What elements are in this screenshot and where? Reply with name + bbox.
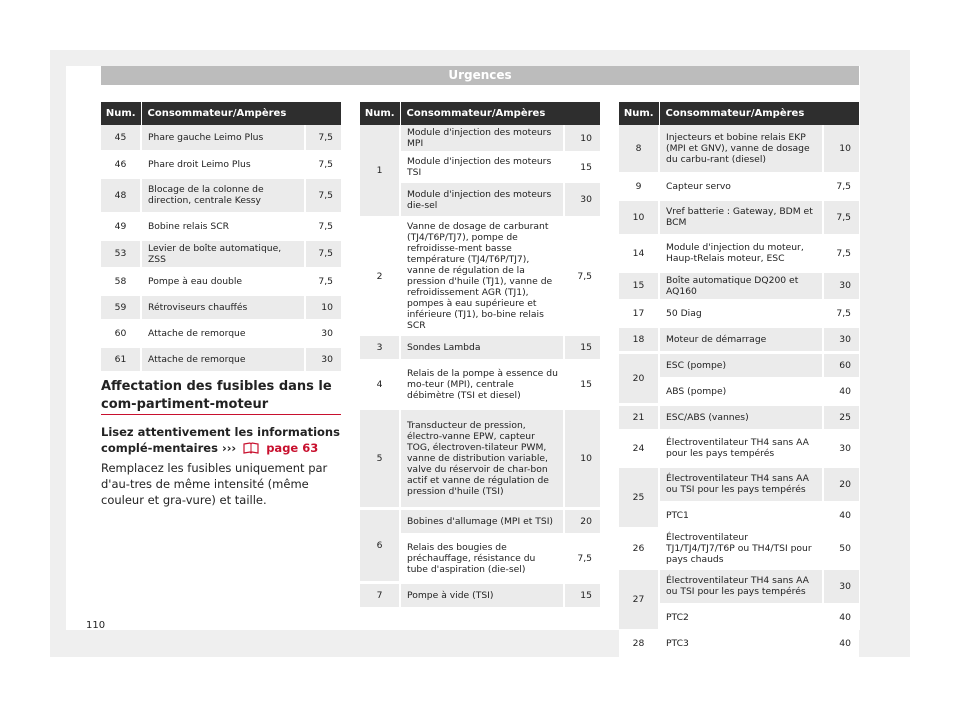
page-header: Urgences	[101, 66, 859, 85]
fuse-number: 46	[101, 151, 141, 177]
fuse-number: 58	[101, 268, 141, 294]
note-arrows: ›››	[221, 441, 237, 455]
fuse-number: 60	[101, 320, 141, 346]
fuse-amperage: 10	[305, 294, 341, 320]
fuse-amperage: 30	[823, 430, 859, 466]
fuse-amperage: 10	[823, 125, 859, 173]
table-row	[101, 268, 341, 294]
fuse-amperage: 30	[305, 320, 341, 346]
fuse-consumer: Attache de remorque	[141, 346, 305, 372]
fuse-amperage: 40	[823, 604, 859, 630]
fuse-amperage: 7,5	[305, 177, 341, 213]
fuse-consumer: Sondes Lambda	[400, 335, 564, 361]
table-row	[619, 404, 859, 430]
fuse-table-2	[360, 102, 600, 610]
fuse-amperage: 7,5	[823, 235, 859, 271]
fuse-amperage: 7,5	[305, 151, 341, 177]
fuse-number: 17	[619, 300, 659, 326]
fuse-number: 45	[101, 125, 141, 151]
fuse-amperage: 15	[564, 153, 600, 182]
table-row	[619, 173, 859, 199]
table-row	[101, 320, 341, 346]
fuse-consumer: Module d'injection des moteurs MPI	[400, 125, 564, 153]
fuse-amperage: 15	[564, 583, 600, 609]
fuse-amperage: 7,5	[305, 268, 341, 294]
fuse-consumer: Levier de boîte automatique, ZSS	[141, 239, 305, 268]
table-row	[619, 528, 859, 568]
table-row	[619, 300, 859, 326]
fuse-number: 48	[101, 177, 141, 213]
fuse-amperage: 60	[823, 352, 859, 378]
fuse-number: 14	[619, 235, 659, 271]
col-header-consumer: Consommateur/Ampères	[141, 102, 341, 125]
fuse-consumer: Vanne de dosage de carburant (TJ4/T6P/TJ7), pompe de refroidisse-ment basse température (TJ4/T6P/TJ7), vanne de régulation de la pression d'huile (TJ1), vanne de refroidissement AGR (TJ1), pompes à eau supérieure et inférieure (TJ1), bo-bine relais SCR	[400, 218, 564, 335]
fuse-consumer: Pompe à vide (TSI)	[400, 583, 564, 609]
fuse-table-1	[101, 102, 341, 374]
table-row	[360, 125, 600, 153]
fuse-amperage: 7,5	[305, 125, 341, 151]
col-header-num: Num.	[619, 102, 659, 125]
fuse-number: 5	[360, 409, 400, 509]
fuse-amperage: 7,5	[564, 218, 600, 335]
fuse-consumer: Électroventilateur TH4 sans AA ou TSI pour les pays tempérés	[659, 466, 823, 502]
table-row	[619, 466, 859, 502]
fuse-consumer: Bobine relais SCR	[141, 213, 305, 239]
table-row	[101, 125, 341, 151]
col-header-consumer: Consommateur/Ampères	[659, 102, 859, 125]
table-row	[360, 509, 600, 535]
fuse-consumer: ABS (pompe)	[659, 378, 823, 404]
table-row	[619, 630, 859, 656]
fuse-number: 15	[619, 271, 659, 300]
table-row	[619, 352, 859, 378]
fuse-consumer: Capteur servo	[659, 173, 823, 199]
book-icon	[243, 442, 259, 458]
fuse-consumer: Bobines d'allumage (MPI et TSI)	[400, 509, 564, 535]
fuse-number: 10	[619, 199, 659, 235]
fuse-amperage: 30	[564, 182, 600, 218]
table-row	[360, 335, 600, 361]
fuse-amperage: 40	[823, 502, 859, 528]
fuse-number: 61	[101, 346, 141, 372]
fuse-number: 28	[619, 630, 659, 656]
table-row	[360, 583, 600, 609]
fuse-consumer: ESC (pompe)	[659, 352, 823, 378]
fuse-number: 25	[619, 466, 659, 528]
note-text: Lisez attentivement les informations complé-mentaires	[101, 425, 340, 455]
fuse-number: 21	[619, 404, 659, 430]
fuse-amperage: 15	[564, 361, 600, 409]
page-number: 110	[86, 620, 106, 631]
fuse-number: 3	[360, 335, 400, 361]
fuse-amperage: 50	[823, 528, 859, 568]
table-row	[619, 430, 859, 466]
fuse-amperage: 7,5	[823, 173, 859, 199]
fuse-consumer: Phare gauche Leimo Plus	[141, 125, 305, 151]
fuse-consumer: Transducteur de pression, électro-vanne EPW, capteur TOG, électroven-tilateur PWM, vanne de distribution variable, valve du réservoir de char-bon actif et vanne de régulation de pression d'huile (TSI)	[400, 409, 564, 509]
fuse-consumer: Rétroviseurs chauffés	[141, 294, 305, 320]
fuse-amperage: 7,5	[823, 300, 859, 326]
fuse-number: 6	[360, 509, 400, 583]
fuse-amperage: 7,5	[305, 239, 341, 268]
fuse-number: 20	[619, 352, 659, 404]
fuse-number: 2	[360, 218, 400, 335]
fuse-amperage: 40	[823, 378, 859, 404]
fuse-number: 18	[619, 326, 659, 352]
fuse-consumer: Injecteurs et bobine relais EKP (MPI et GNV), vanne de dosage du carbu-rant (diesel)	[659, 125, 823, 173]
fuse-number: 9	[619, 173, 659, 199]
fuse-number: 24	[619, 430, 659, 466]
fuse-consumer: Module d'injection des moteurs die-sel	[400, 182, 564, 218]
table-row	[619, 271, 859, 300]
fuse-amperage: 10	[564, 409, 600, 509]
fuse-number: 27	[619, 568, 659, 630]
fuse-consumer: Module d'injection des moteurs TSI	[400, 153, 564, 182]
table-row	[619, 125, 859, 173]
fuse-number: 4	[360, 361, 400, 409]
table-row	[619, 326, 859, 352]
fuse-consumer: Relais de la pompe à essence du mo-teur (MPI), centrale débimètre (TSI et diesel)	[400, 361, 564, 409]
info-note	[101, 424, 341, 458]
table-row	[101, 213, 341, 239]
fuse-amperage: 40	[823, 630, 859, 656]
table-row	[101, 294, 341, 320]
fuse-amperage: 7,5	[564, 535, 600, 583]
fuse-number: 8	[619, 125, 659, 173]
section-divider	[101, 414, 341, 415]
fuse-amperage: 7,5	[823, 199, 859, 235]
fuse-consumer: Relais des bougies de préchauffage, résistance du tube d'aspiration (die-sel)	[400, 535, 564, 583]
fuse-amperage: 20	[564, 509, 600, 535]
fuse-amperage: 7,5	[305, 213, 341, 239]
col-header-num: Num.	[360, 102, 400, 125]
col-header-num: Num.	[101, 102, 141, 125]
fuse-amperage: 30	[823, 568, 859, 604]
table-row	[101, 177, 341, 213]
table-row	[101, 346, 341, 372]
page-reference-link[interactable]: page 63	[266, 441, 319, 455]
table-row	[619, 235, 859, 271]
fuse-consumer: 50 Diag	[659, 300, 823, 326]
fuse-consumer: Attache de remorque	[141, 320, 305, 346]
fuse-consumer: Module d'injection du moteur, Haup-tRelais moteur, ESC	[659, 235, 823, 271]
fuse-consumer: Électroventilateur TH4 sans AA pour les pays tempérés	[659, 430, 823, 466]
fuse-number: 1	[360, 125, 400, 218]
body-paragraph: Remplacez les fusibles uniquement par d'au-tres de même intensité (même couleur et gra-vure) et taille.	[101, 461, 328, 507]
table-row	[101, 151, 341, 177]
fuse-consumer: PTC1	[659, 502, 823, 528]
table-row	[360, 218, 600, 335]
col-header-consumer: Consommateur/Ampères	[400, 102, 600, 125]
fuse-amperage: 25	[823, 404, 859, 430]
fuse-consumer: Électroventilateur TH4 sans AA ou TSI pour les pays tempérés	[659, 568, 823, 604]
fuse-consumer: PTC2	[659, 604, 823, 630]
fuse-number: 53	[101, 239, 141, 268]
fuse-amperage: 10	[564, 125, 600, 153]
fuse-consumer: Pompe à eau double	[141, 268, 305, 294]
fuse-table-3	[619, 102, 859, 658]
table-row	[360, 409, 600, 509]
fuse-consumer: Phare droit Leimo Plus	[141, 151, 305, 177]
fuse-consumer: Boîte automatique DQ200 et AQ160	[659, 271, 823, 300]
fuse-amperage: 30	[305, 346, 341, 372]
section-title: Affectation des fusibles dans le com-partiment-moteur	[101, 379, 332, 412]
fuse-consumer: PTC3	[659, 630, 823, 656]
table-row	[101, 239, 341, 268]
fuse-consumer: Blocage de la colonne de direction, centrale Kessy	[141, 177, 305, 213]
fuse-consumer: Moteur de démarrage	[659, 326, 823, 352]
fuse-consumer: Électroventilateur TJ1/TJ4/TJ7/T6P ou TH4/TSI pour pays chauds	[659, 528, 823, 568]
fuse-amperage: 30	[823, 326, 859, 352]
fuse-number: 26	[619, 528, 659, 568]
fuse-amperage: 15	[564, 335, 600, 361]
fuse-number: 49	[101, 213, 141, 239]
table-row	[619, 199, 859, 235]
fuse-consumer: Vref batterie : Gateway, BDM et BCM	[659, 199, 823, 235]
table-row	[619, 568, 859, 604]
table-row	[360, 361, 600, 409]
fuse-amperage: 20	[823, 466, 859, 502]
fuse-number: 7	[360, 583, 400, 609]
fuse-consumer: ESC/ABS (vannes)	[659, 404, 823, 430]
fuse-number: 59	[101, 294, 141, 320]
fuse-amperage: 30	[823, 271, 859, 300]
